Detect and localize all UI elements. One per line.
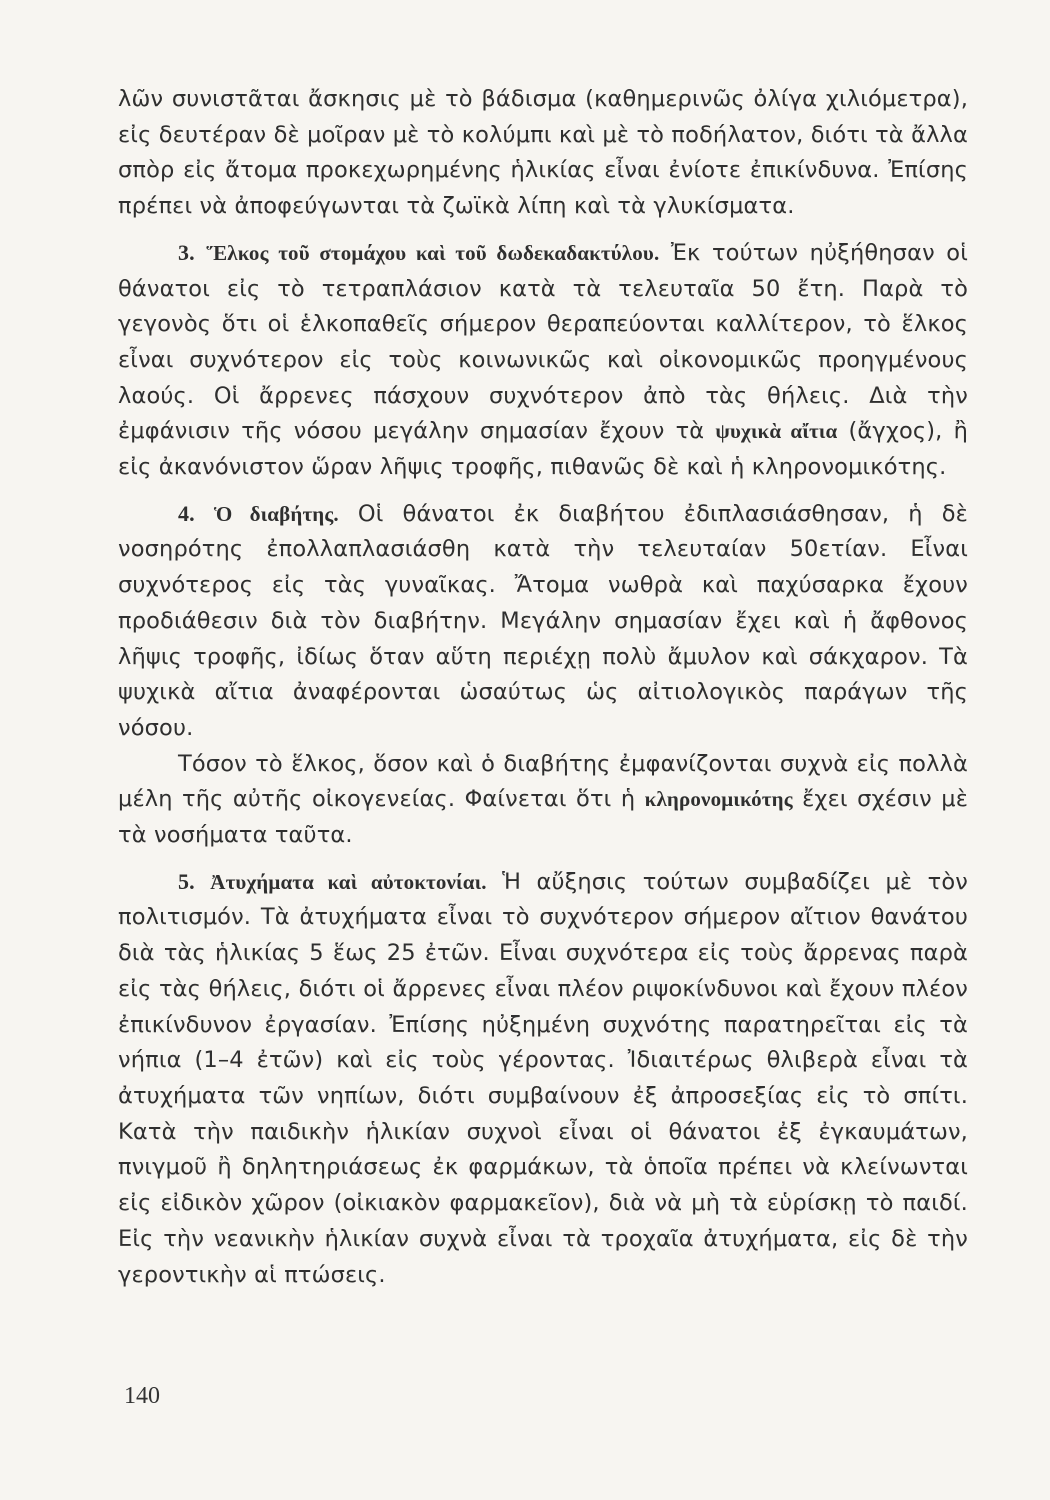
page-number: 140 (124, 1383, 160, 1409)
paragraph-text: ἔχει σχέσιν μὲ τὰ νοσήματα ταῦτα. (118, 786, 969, 849)
section-number: 3. (178, 239, 195, 265)
section-heading: Ὁ διαβήτης. (213, 501, 339, 526)
section-text: Ἡ αὔξησις τούτων συμβαδίζει μὲ τὸν πολιτισμόν. Τὰ ἀτυχήματα εἶναι τὸ συχνότερον σήμερον αἴτιον θανάτου διὰ τὰς ἡλικίας 5 ἕως 25 ἐτῶν. Εἶναι συχνότερα εἰς τοὺς ἄρρενας παρὰ εἰς τὰς θήλεις, διότι οἱ ἄρρενες εἶναι πλέον ριψοκίνδυνοι καὶ ἔχουν πλέον ἐπικίνδυνον ἐργασίαν. Ἐπίσης ηὐξημένη συχνότης παρατηρεῖται εἰς τὰ νήπια (1–4 ἐτῶν) καὶ εἰς τοὺς γέροντας. Ἰδιαιτέρως θλιβερὰ εἶναι τὰ ἀτυχήματα τῶν νηπίων, διότι συμβαίνουν ἐξ ἀπροσεξίας εἰς τὸ σπίτι. Κατὰ τὴν παιδικὴν ἡλικίαν συχνοὶ εἶναι οἱ θάνατοι ἐξ ἐγκαυμάτων, πνιγμοῦ ἢ δηλητηριάσεως ἐκ φαρμάκων, τὰ ὁποῖα πρέπει νὰ κλείνωνται εἰς εἰδικὸν χῶρον (οἰκιακὸν φαρμακεῖον), διὰ νὰ μὴ τὰ εὑρίσκῃ τὸ παιδί. Εἰς τὴν νεανικὴν ἡλικίαν συχνὰ εἶναι τὰ τροχαῖα ἀτυχήματα, εἰς δὲ τὴν γεροντικὴν αἱ πτώσεις. (118, 868, 968, 1288)
paragraph-text: λῶν συνιστᾶται ἄσκησις μὲ τὸ βάδισμα (καθημερινῶς ὀλίγα χιλιόμετρα), εἰς δευτέραν δὲ μοῖραν μὲ τὸ κολύμπι καὶ μὲ τὸ ποδήλατον, διότι τὰ ἄλλα σπὸρ εἰς ἄτομα προκεχωρημένης ἡλικίας εἶναι ἐνίοτε ἐπικίνδυνα. Ἐπίσης πρέπει νὰ ἀποφεύγωνται τὰ ζωϊκὰ λίπη καὶ τὰ γλυκίσματα. (118, 86, 968, 220)
emphasis-text: ψυχικὰ αἴτια (715, 419, 838, 444)
section-number: 5. (178, 868, 195, 894)
paragraph-exercise (118, 82, 968, 225)
section-heading: Ἕλκος τοῦ στομάχου καὶ τοῦ δωδεκαδακτύλου. (206, 240, 660, 265)
paragraph-heredity (118, 747, 968, 854)
section-diabetes (118, 496, 968, 747)
section-text: (ἄγχος), ἢ εἰς ἀκανόνιστον ὥραν λῆψις τροφῆς, πιθανῶς δὲ καὶ ἡ κληρονομικότης. (118, 418, 968, 481)
section-heading: Ἀτυχήματα καὶ αὐτοκτονίαι. (210, 869, 487, 894)
section-ulcer (118, 235, 968, 486)
section-accidents (118, 864, 968, 1293)
body-text (118, 82, 968, 1293)
section-text: Ἐκ τούτων ηὐξήθησαν οἱ θάνατοι εἰς τὸ τετραπλάσιον κατὰ τὰ τελευταῖα 50 ἔτη. Παρὰ τὸ γεγονὸς ὅτι οἱ ἑλκοπαθεῖς σήμερον θεραπεύονται καλλίτερον, τὸ ἕλκος εἶναι συχνότερον εἰς τοὺς κοινωνικῶς καὶ οἰκονομικῶς προηγμένους λαούς. Οἱ ἄρρενες πάσχουν συχνότερον ἀπὸ τὰς θήλεις. Διὰ τὴν ἐμφάνισιν τῆς νόσου μεγάλην σημασίαν ἔχουν τὰ (118, 239, 968, 445)
emphasis-text: κληρονομικότης (644, 787, 793, 812)
section-number: 4. (178, 500, 195, 526)
section-text: Οἱ θάνατοι ἐκ διαβήτου ἐδιπλασιάσθησαν, ἡ δὲ νοσηρότης ἐπολλαπλασιάσθη κατὰ τὴν τελευταίαν 50ετίαν. Εἶναι συχνότερος εἰς τὰς γυναῖκας. Ἄτομα νωθρὰ καὶ παχύσαρκα ἔχουν προδιάθεσιν διὰ τὸν διαβήτην. Μεγάλην σημασίαν ἔχει καὶ ἡ ἄφθονος λῆψις τροφῆς, ἰδίως ὅταν αὕτη περιέχῃ πολὺ ἄμυλον καὶ σάκχαρον. Τὰ ψυχικὰ αἴτια ἀναφέρονται ὡσαύτως ὡς αἰτιολογικὸς παράγων τῆς νόσου. (118, 500, 968, 741)
paragraph-text: Τόσον τὸ ἕλκος, ὅσον καὶ ὁ διαβήτης ἐμφανίζονται συχνὰ εἰς πολλὰ μέλη τῆς αὐτῆς οἰκογενείας. Φαίνεται ὅτι ἡ (118, 750, 968, 813)
